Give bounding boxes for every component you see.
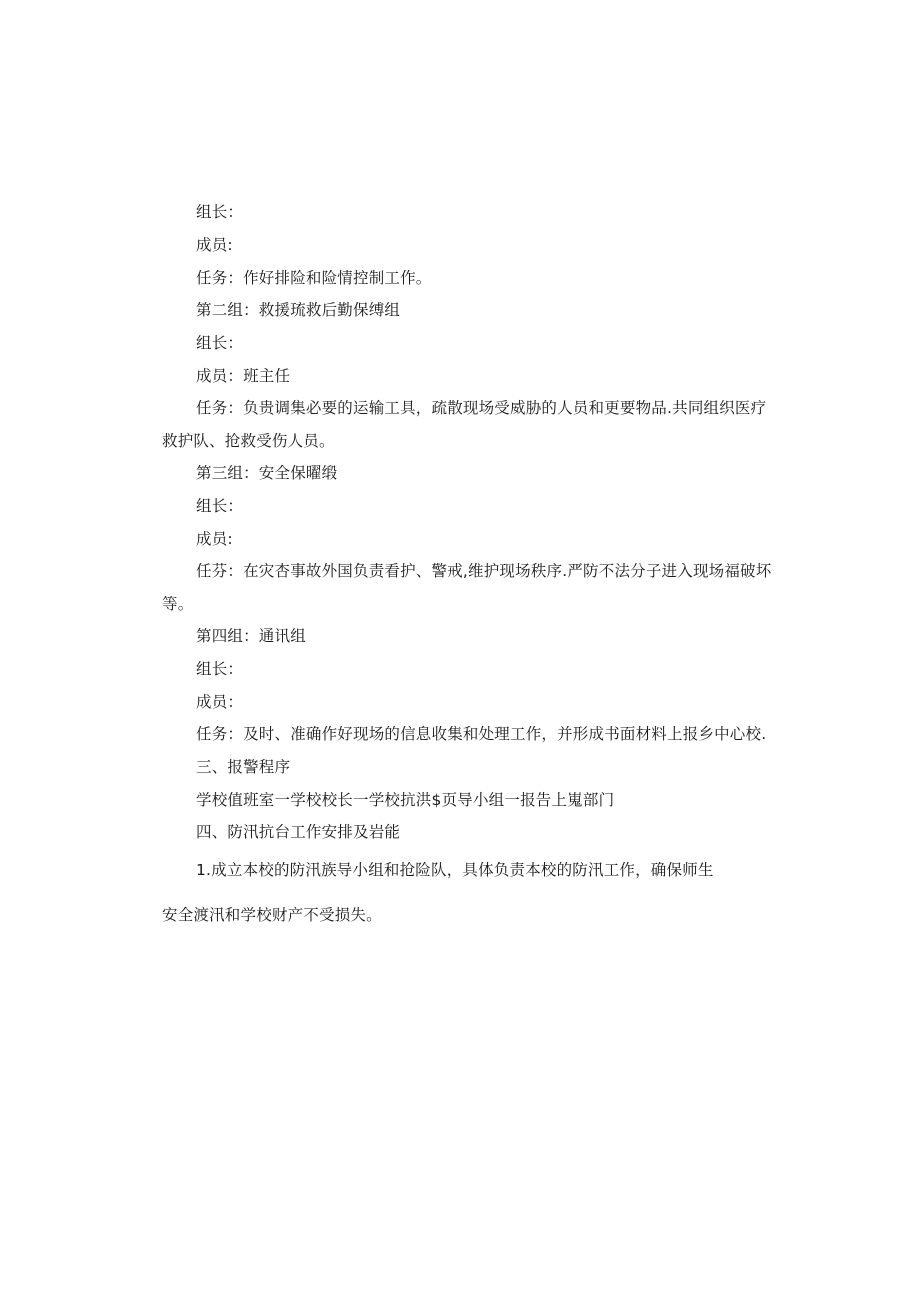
item1-continuation: 安全渡汛和学校财产不受损失。: [162, 906, 382, 924]
group2-task-continuation: 救护队、抢救受伤人员。: [162, 432, 335, 450]
group4-members-line: 成员：: [196, 693, 244, 711]
group3-heading: 第三组：安全保曜缎: [196, 464, 338, 482]
group2-heading: 第二组：救援琉救后勤保缚组: [196, 301, 401, 319]
group3-task-line: 任芬：在灾杏事故外国负责看护、警戒,维护现场秩序.严防不法分子进入现场福破坏: [196, 562, 772, 580]
group1-members-line: 成员:: [196, 236, 233, 254]
group2-task-line: 任务：负贵调集必要的运输工具，疏散现场受威胁的人员和更要物品.共同组织医疗: [196, 399, 767, 417]
group3-leader-line: 组长：: [196, 497, 244, 515]
group1-task-line: 任务：作好排险和险情控制工作。: [196, 269, 432, 287]
group3-members-line: 成员:: [196, 530, 233, 548]
group3-task-continuation: 等。: [162, 595, 194, 613]
group4-heading: 第四组：通讯组: [196, 627, 306, 645]
group4-task-line: 任务：及时、准确作好现场的信息收集和处理工作，并形成书面材料上报乡中心校.: [196, 725, 767, 743]
section3-heading: 三、报警程序: [196, 758, 291, 776]
group1-leader-line: 组长：: [196, 203, 244, 221]
alarm-procedure-line: 学校值班室一学校校长一学校抗洪$页导小组一报告上嵬部门: [196, 791, 615, 809]
group4-leader-line: 组长：: [196, 660, 244, 678]
group2-leader-line: 组长：: [196, 334, 244, 352]
item1-line: 1.成立本校的防汛族导小组和抢险队，具体负责本校的防汛工作，确保师生: [196, 861, 714, 879]
group2-members-line: 成员：班主任: [196, 367, 291, 385]
section4-heading: 四、防汛抗台工作安排及岩能: [196, 823, 401, 841]
